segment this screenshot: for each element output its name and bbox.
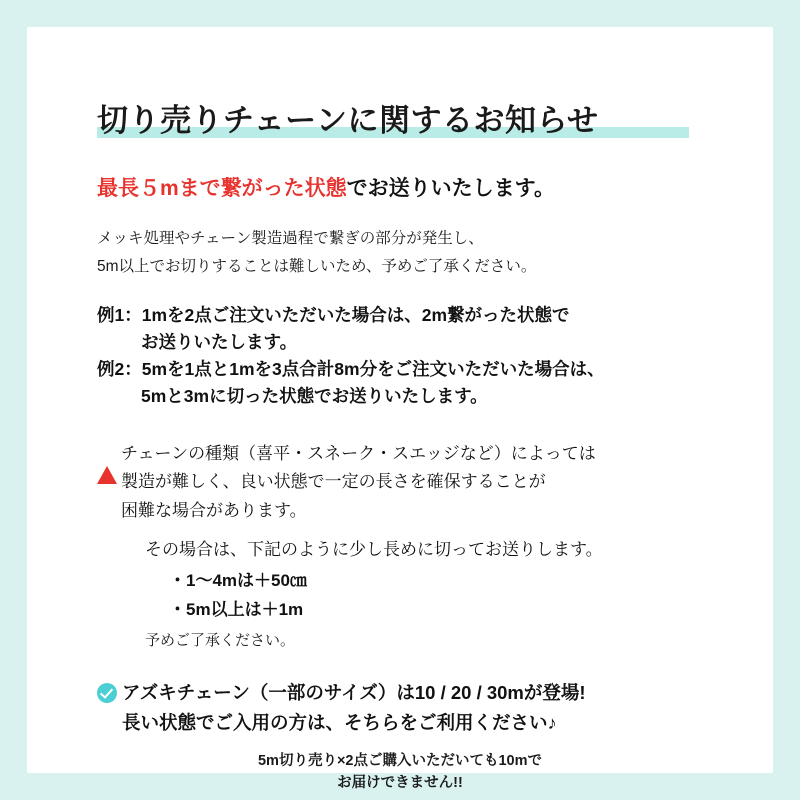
warning-line-3: 困難な場合があります。	[121, 500, 307, 520]
example-2-line-1: 例2：5mを1点と1mを3点合計8m分をご注文いただいた場合は、	[97, 358, 605, 379]
check-first-line	[97, 679, 733, 708]
lead-rest: でお送りいたします。	[346, 177, 555, 200]
warning-sub-line: その場合は、下記のように少し長めに切ってお送りします。	[145, 539, 603, 559]
check-footnote-line-2: お届けできません!!	[337, 775, 463, 792]
warning-bullet-2: ・5m以上は＋1m	[169, 599, 304, 619]
warning-line-2: 製造が難しく、良い状態で一定の長さを確保することが	[121, 472, 546, 492]
check-circle-icon	[97, 683, 117, 703]
examples-block	[97, 302, 733, 411]
content-card	[27, 27, 773, 792]
warning-closing: 予めご了承ください。	[145, 631, 296, 649]
note-line-2: 5m以上でお切りすることは難しいため、予めご了承ください。	[97, 257, 537, 275]
page-title: 切り売りチェーンに関するお知らせ	[97, 103, 599, 138]
lead-highlight: 最長５mまで繋がった状態	[97, 177, 347, 200]
check-footnote-line-1: 5m切り売り×2点ご購入いただいても10mで	[257, 753, 542, 770]
example-2-line-2: 5mと3mに切った状態でお送りいたします。	[141, 386, 488, 407]
content-body	[97, 77, 733, 795]
warning-triangle-icon: !	[97, 443, 118, 462]
note-line-1: メッキ処理やチェーン製造過程で繋ぎの部分が発生し、	[97, 230, 484, 248]
example-1-line-1: 例1：1mを2点ご注文いただいた場合は、2m繋がった状態で	[97, 304, 570, 325]
example-1-line-2: お送りいたします。	[141, 331, 298, 352]
warning-bullet-1: ・1〜4mは＋50㎝	[169, 570, 307, 590]
check-block	[97, 679, 733, 795]
check-line-1: アズキチェーン（一部のサイズ）は10 / 20 / 30mが登場!	[122, 681, 586, 703]
warning-first-line	[97, 440, 733, 467]
note-paragraph	[97, 225, 733, 279]
warning-line-1: チェーンの種類（喜平・スネーク・スエッジなど）によっては	[121, 444, 596, 464]
warning-bullets	[97, 567, 733, 625]
check-footnote	[97, 750, 733, 795]
lead-statement	[97, 174, 733, 203]
page-title-wrap	[97, 95, 733, 140]
warning-block	[97, 440, 733, 653]
check-line-2: 長い状態でご入用の方は、そちらをご利用ください♪	[122, 712, 557, 734]
